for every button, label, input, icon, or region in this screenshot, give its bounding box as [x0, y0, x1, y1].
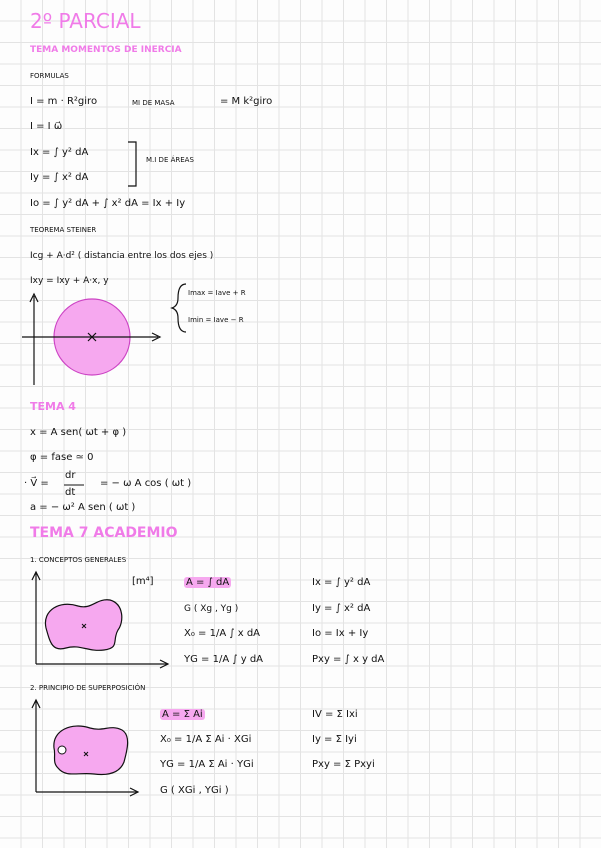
label-area-inertia: M.I DE ÁREAS — [146, 156, 194, 164]
label-mass-inertia: MI DE MASA — [132, 99, 175, 107]
formula-imax: Imax = Iave + R — [188, 289, 246, 297]
formula-sum-x0: X₀ = 1/A Σ Ai · XGi — [160, 734, 252, 745]
formula-iy: Iy = ∫ x² dA — [30, 172, 89, 183]
formula-x0: X₀ = 1/A ∫ x dA — [184, 628, 261, 639]
steiner-label: TEOREMA STEINER — [30, 226, 97, 234]
formula-sum-area-text: A = Σ Ai — [162, 709, 203, 720]
derivative-numerator: dr — [65, 470, 76, 481]
formula-yg: YG = 1/A ∫ y dA — [184, 654, 264, 665]
formula-pxy-right: Pxy = ∫ x y dA — [312, 654, 385, 665]
section-heading-momentos: TEMA MOMENTOS DE INERCIA — [30, 45, 182, 55]
formula-io-right: Io = Ix + Iy — [312, 628, 369, 639]
blob2-sub-area — [58, 746, 66, 754]
formula-area-text: A = ∫ dA — [186, 577, 230, 588]
formula-position: x = A sen( ωt + φ ) — [30, 427, 127, 438]
formula-acceleration: a = − ω² A sen ( ωt ) — [30, 502, 136, 513]
circle-diagram — [22, 294, 160, 385]
steiner-product: Ixy = Ixy + A·x, y — [30, 276, 109, 286]
formula-iy-right: Iy = ∫ x² dA — [312, 603, 371, 614]
formula-ix-right: Ix = ∫ y² dA — [312, 577, 371, 588]
imax-imin-brace — [172, 284, 186, 332]
formula-io: Io = ∫ y² dA + ∫ x² dA = Ix + Iy — [30, 198, 186, 209]
formula-angular: I = I ω⃗ — [30, 121, 63, 132]
formula-sum-yg: YG = 1/A Σ Ai · YGi — [160, 759, 254, 770]
formula-centroid: G ( Xg , Yg ) — [184, 604, 239, 614]
blob-diagram-1 — [32, 572, 168, 668]
formula-inertia-mass: I = m · R²giro — [30, 96, 98, 107]
formula-k-gyration: = M k²giro — [220, 96, 273, 107]
formula-sum-pxy: Pxy = Σ Pxyi — [312, 759, 375, 770]
unit-label: [m⁴] — [132, 576, 154, 587]
formula-sum-iy: Iy = Σ Iyi — [312, 734, 357, 745]
formula-sum-centroid: G ( XGi , YGi ) — [160, 785, 229, 796]
steiner-formula: Icg + A·d² ( distancia entre los dos ejes ) — [30, 251, 214, 261]
formula-velocity-right: = − ω A cos ( ωt ) — [100, 478, 192, 489]
page-title: 2º PARCIAL — [30, 9, 141, 33]
area-brace — [128, 142, 136, 186]
formula-ix: Ix = ∫ y² dA — [30, 147, 89, 158]
formulas-label: FORMULAS — [30, 72, 69, 80]
section-heading-tema7: TEMA 7 ACADEMIO — [30, 525, 178, 541]
derivative-denominator: dt — [65, 487, 76, 498]
formula-imin: Imin = Iave − R — [188, 316, 244, 324]
formula-phase: φ = fase ≃ 0 — [30, 452, 94, 463]
section-heading-tema4: TEMA 4 — [30, 400, 76, 413]
formula-velocity-left: · V⃗ = — [24, 478, 49, 489]
blob-diagram-2 — [32, 700, 138, 796]
sec2-label: 2. PRINCIPIO DE SUPERPOSICIÓN — [30, 684, 146, 692]
formula-sum-ix: IV = Σ Ixi — [312, 709, 358, 720]
sec1-label: 1. CONCEPTOS GENERALES — [30, 556, 127, 564]
